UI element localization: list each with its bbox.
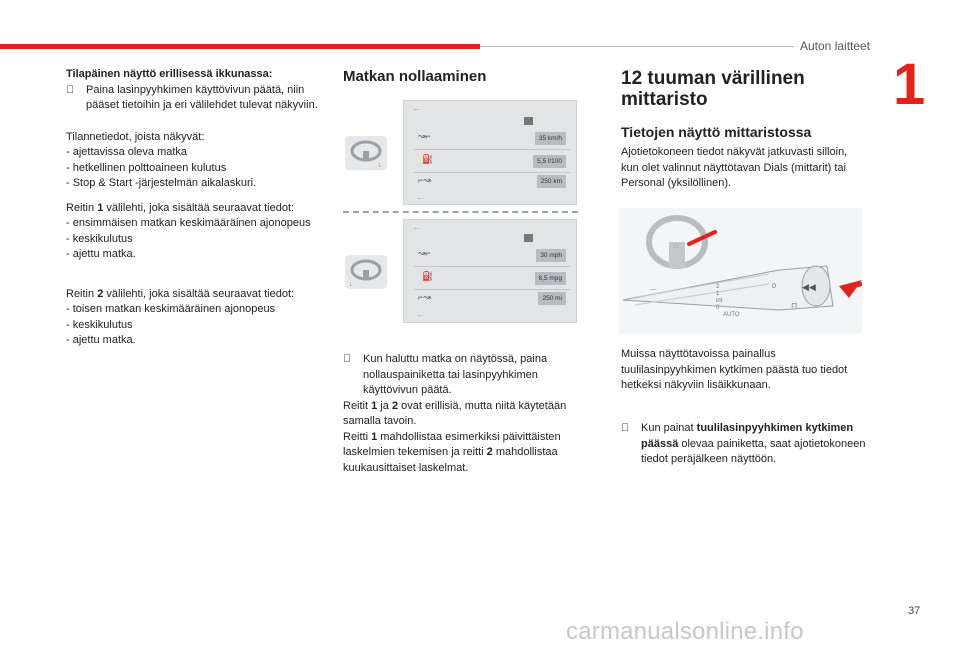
trip-screen-imperial (403, 219, 577, 323)
figure-label: 2 (716, 284, 720, 290)
car-distance-icon: ⌐↝ (418, 292, 431, 302)
figure-label: int (716, 298, 723, 304)
list-item: - toisen matkan keskimääräinen ajonopeus (66, 303, 276, 315)
figure-label: 1 (716, 291, 720, 297)
back-arrow-icon: ← (416, 309, 425, 319)
speed-row (414, 244, 570, 267)
bullet-marker (621, 421, 641, 437)
section-title: Auton laitteet (800, 39, 871, 53)
page-title: 12 tuuman värillinen mittaristo (621, 68, 805, 110)
page-number: 37 (908, 605, 921, 617)
column-right-bullet (621, 421, 866, 468)
other-modes-paragraph: Muissa näyttötavoissa painallus tuulilasinpyyhkimen kytkimen päästä tuo tiedot hetkeksi näkyviin lisäikkunaan. (621, 348, 848, 391)
list-item: - Stop & Start -järjestelmän aikalaskuri. (66, 177, 257, 189)
paragraph: Reitit 1 ja 2 ovat erillisiä, mutta niitä käytetään samalla tavoin. (343, 399, 567, 427)
list-item: - keskikulutus (66, 232, 133, 245)
consumption-value: 5,5 l/100 (533, 155, 566, 168)
bullet-marker (66, 83, 86, 99)
speed-row (414, 127, 570, 150)
intro-paragraph: Ajotietokoneen tiedot näkyvät jatkuvasti silloin, kun olet valinnut näyttötavan Dials (mittarit) tai Personal (yksilöllinen). (621, 146, 848, 189)
svg-text:⌂: ⌂ (673, 240, 679, 250)
distance-value: 250 km (537, 175, 566, 188)
bullet-item: Kun haluttu matka on näytössä, paina nollauspainiketta tai lasinpyyhkimen käyttövivun päätä. (343, 352, 593, 399)
figure-label: AUTO (723, 312, 740, 318)
avg-speed-value: 35 km/h (535, 132, 566, 145)
car-speed-icon: ↝⌐ (418, 131, 431, 141)
instrument-title-block (621, 68, 861, 140)
car-distance-icon: ⌐↝ (418, 175, 431, 185)
back-arrow-icon: ← (416, 192, 425, 202)
fuel-pump-icon: ⛽ (422, 271, 434, 281)
back-arrow-icon: ← (412, 222, 421, 232)
list-item: - hetkellinen polttoaineen kulutus (66, 161, 227, 174)
trip1-title: Reitin 1 välilehti, joka sisältää seuraavat tiedot: (66, 201, 295, 214)
chapter-number: 1 (893, 52, 926, 117)
car-speed-icon: ↝⌐ (418, 248, 431, 258)
distance-value: 250 mi (538, 292, 566, 305)
steering-wheel-icon (345, 255, 387, 289)
trip2-title: Reitin 2 välilehti, joka sisältää seuraavat tiedot: (66, 287, 295, 300)
trip-reset-title: Matkan nollaaminen (343, 68, 487, 85)
subsection-title: Tietojen näyttö mittaristossa (621, 124, 812, 140)
screen-separator (343, 211, 578, 213)
list-item: - ajettu matka. (66, 248, 136, 260)
svg-text:↓: ↓ (378, 162, 382, 169)
svg-text:◀◀: ◀◀ (802, 282, 816, 292)
distance-row (414, 173, 570, 191)
steering-wheel-icon (345, 136, 387, 170)
consumption-row (414, 150, 570, 173)
wiper-stalk-illustration (619, 208, 862, 334)
consumption-value: 6,5 mpg (535, 272, 567, 285)
bullet-item: Kun painat tuulilasinpyyhkimen kytkimen päässä olevaa painiketta, saat ajotietokoneen tiedot peräjälkeen näyttöön. (621, 421, 866, 468)
paragraph: Reitti 1 mahdollistaa esimerkiksi päivittäisten laskelmien tekemisen ja reitti 2 mahdollistaa kuukausittaiset laskelmat. (343, 430, 561, 474)
list-item: - ajettavissa oleva matka (66, 146, 188, 158)
header-accent-bar (0, 44, 480, 49)
temp-display-heading: Tilapäinen näyttö erillisessä ikkunassa: (66, 68, 273, 80)
current-info-title: Tilannetiedot, joista näkyvät: (66, 130, 205, 143)
bullet-marker (343, 352, 363, 368)
avg-speed-value: 30 mph (536, 249, 566, 262)
fuel-pump-icon: ⛽ (422, 154, 434, 164)
column-left (66, 67, 328, 349)
trip-screen-metric (403, 100, 577, 205)
bullet-item: Paina lasinpyyhkimen käyttövivun päätä, niin pääset tietoihin ja eri välilehdet tulevat näkyviin. (66, 83, 328, 114)
figure-label: 0 (772, 283, 776, 290)
list-item: - ajettu matka. (66, 334, 136, 346)
list-item: - keskikulutus (66, 318, 133, 331)
distance-row (414, 290, 570, 308)
header-rule (480, 46, 794, 47)
consumption-row (414, 267, 570, 290)
column-middle-text (343, 352, 593, 476)
svg-text:⊓: ⊓ (791, 301, 798, 310)
trip-tab-icon (524, 117, 533, 125)
figure-label: 0 (716, 305, 720, 311)
list-item: - ensimmäisen matkan keskimääräinen ajonopeus (66, 217, 311, 229)
svg-text:↓: ↓ (349, 281, 353, 288)
back-arrow-icon: ← (412, 103, 421, 113)
watermark: carmanualsonline.info (566, 618, 804, 645)
svg-text:⌒: ⌒ (649, 289, 657, 298)
trip-tab-icon (524, 234, 533, 242)
